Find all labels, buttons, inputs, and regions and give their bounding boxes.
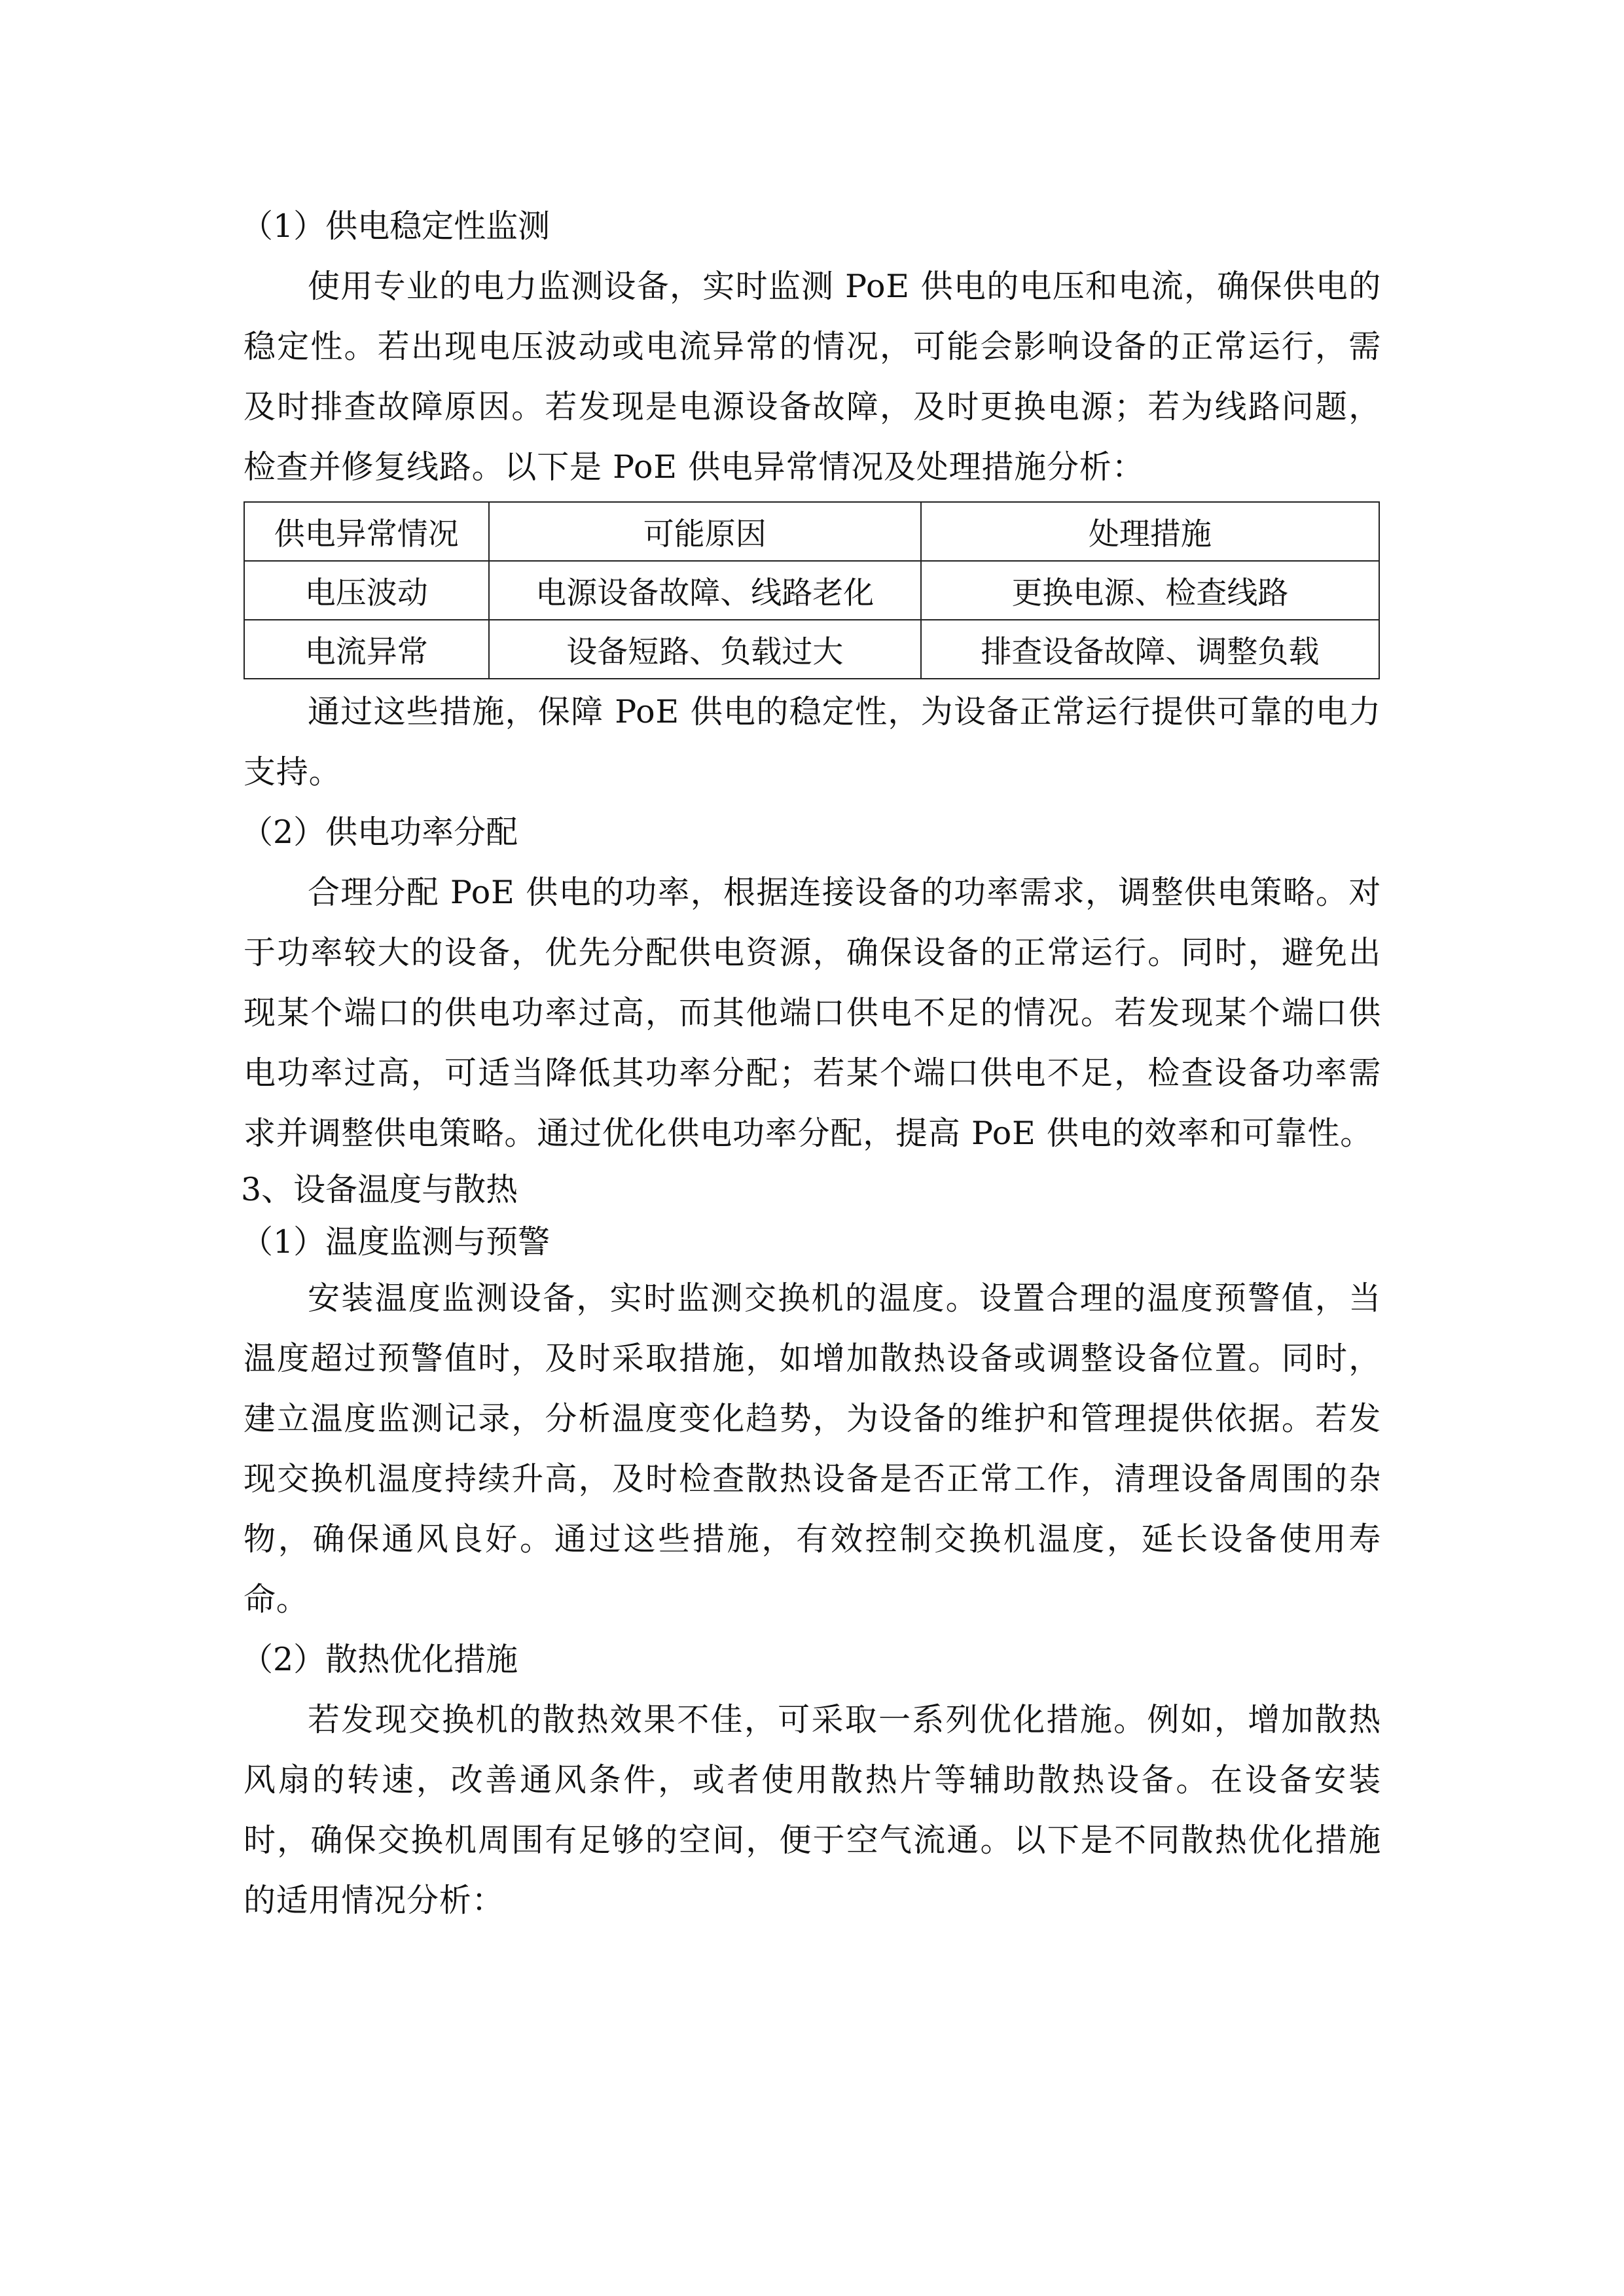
paragraph-power-allocation: 合理分配 PoE 供电的功率，根据连接设备的功率需求，调整供电策略。对于功率较大的设备，优先分配供电资源，确保设备的正常运行。同时，避免出现某个端口的供电功率过高，而其他端口供电不足的情况。若发现某个端口供电功率过高，可适当降低其功率分配；若某个端口供电不足，检查设备功率需求并调整供电策略。通过优化供电功率分配，提高 PoE 供电的效率和可靠性。 — [244, 874, 1381, 1152]
subsection-heading-power-allocation: （2）供电功率分配 — [241, 814, 518, 851]
table-cell: 设备短路、负载过大 — [489, 620, 921, 679]
table-row — [244, 620, 1379, 679]
subsection-heading-power-stability: （1）供电稳定性监测 — [241, 207, 550, 245]
table-cell: 更换电源、检查线路 — [921, 561, 1379, 620]
table-cell: 排查设备故障、调整负载 — [921, 620, 1379, 679]
section-heading-temperature: 3、设备温度与散热 — [241, 1171, 518, 1208]
table-cell: 电压波动 — [244, 561, 489, 620]
table-header-cell: 处理措施 — [921, 502, 1379, 561]
document-page — [241, 196, 1381, 1931]
paragraph-cooling-optimization: 若发现交换机的散热效果不佳，可采取一系列优化措施。例如，增加散热风扇的转速，改善通风条件，或者使用散热片等辅助散热设备。在设备安装时，确保交换机周围有足够的空间，便于空气流通。以下是不同散热优化措施的适用情况分析： — [244, 1701, 1381, 1919]
table-header-row — [244, 502, 1379, 561]
subsection-heading-cooling-optimization: （2）散热优化措施 — [241, 1641, 518, 1678]
paragraph-temperature-monitoring: 安装温度监测设备，实时监测交换机的温度。设置合理的温度预警值，当温度超过预警值时，及时采取措施，如增加散热设备或调整设备位置。同时，建立温度监测记录，分析温度变化趋势，为设备的维护和管理提供依据。若发现交换机温度持续升高，及时检查散热设备是否正常工作，清理设备周围的杂物，确保通风良好。通过这些措施，有效控制交换机温度，延长设备使用寿命。 — [244, 1280, 1381, 1618]
paragraph-power-stability: 使用专业的电力监测设备，实时监测 PoE 供电的电压和电流，确保供电的稳定性。若出现电压波动或电流异常的情况，可能会影响设备的正常运行，需及时排查故障原因。若发现是电源设备故障，及时更换电源；若为线路问题，检查并修复线路。以下是 PoE 供电异常情况及处理措施分析： — [244, 268, 1381, 486]
table-header-cell: 可能原因 — [489, 502, 921, 561]
table-header-cell: 供电异常情况 — [244, 502, 489, 561]
poe-anomaly-table — [244, 501, 1380, 679]
table-cell: 电源设备故障、线路老化 — [489, 561, 921, 620]
subsection-heading-temperature-monitoring: （1）温度监测与预警 — [241, 1223, 550, 1261]
table-cell: 电流异常 — [244, 620, 489, 679]
paragraph-after-table: 通过这些措施，保障 PoE 供电的稳定性，为设备正常运行提供可靠的电力支持。 — [244, 693, 1381, 791]
table-row — [244, 561, 1379, 620]
